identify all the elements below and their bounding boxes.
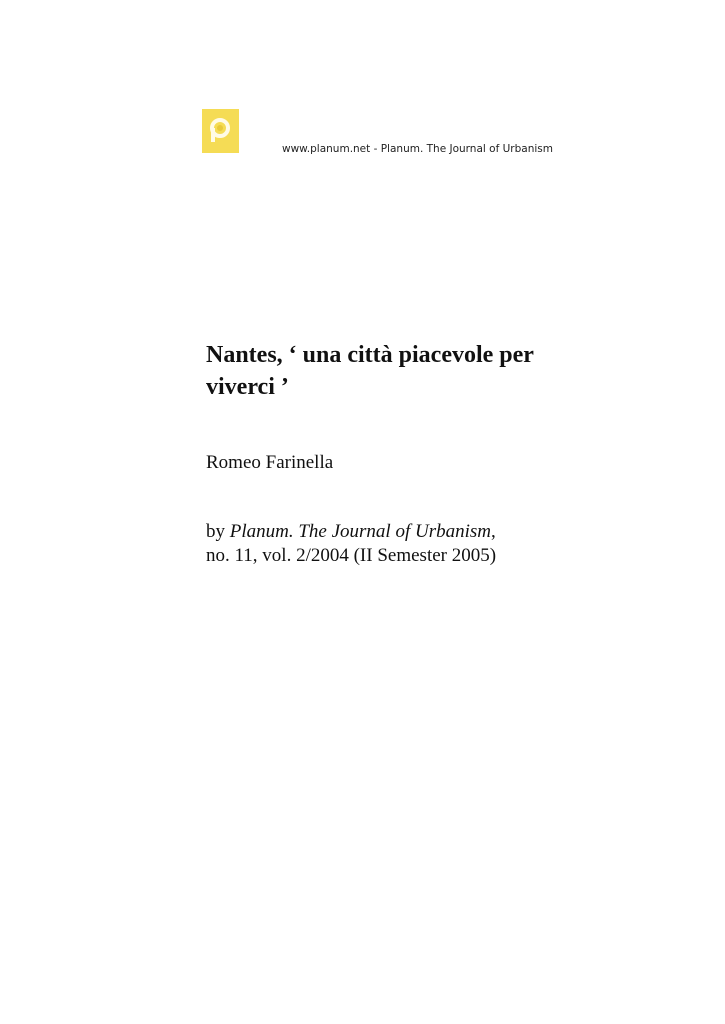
header-url-text: www.planum.net - Planum. The Journal of Urbanism xyxy=(282,143,553,155)
citation-prefix: by xyxy=(206,521,230,542)
document-author: Romeo Farinella xyxy=(206,452,334,473)
citation-journal: Planum. The Journal of Urbanism xyxy=(229,521,491,542)
document-title: Nantes, ‘ una città piacevole per viverci ’ xyxy=(206,342,534,400)
planum-logo-icon xyxy=(202,109,239,153)
planum-logo xyxy=(202,109,239,153)
document-citation xyxy=(206,520,506,568)
citation-suffix: , no. 11, vol. 2/2004 (II Semester 2005) xyxy=(206,521,497,566)
